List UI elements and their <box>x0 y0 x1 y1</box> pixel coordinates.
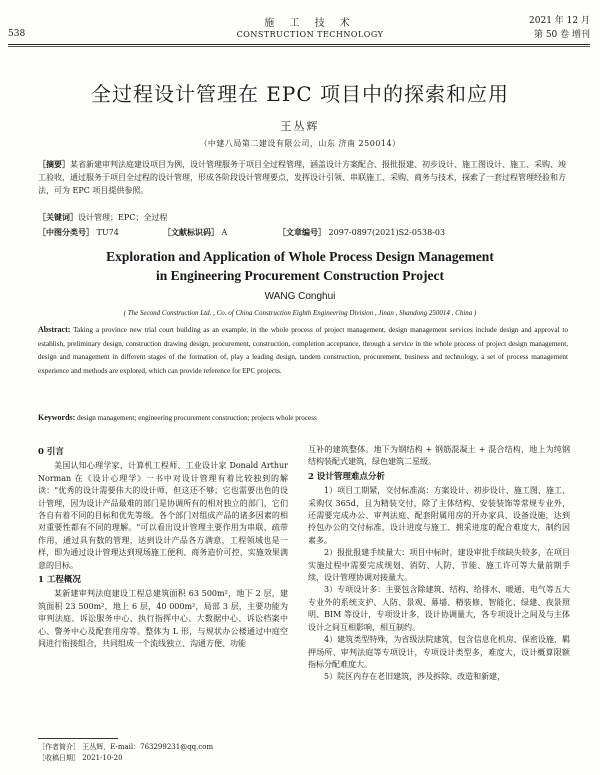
clc-label: ［中图分类号］ <box>38 227 94 237</box>
issue-info <box>529 14 590 42</box>
author-en: WANG Conghui <box>264 291 336 302</box>
section-2-item-1: 1）项目工期紧，交付标准高：方案设计、初步设计、施工图、施工、采购仅 365d，且为精装交付，除了主体结构、安装装饰等常规专业外，还需要完成办公、审判法庭、配套附属用房的开办家具、设备设施，达到拎包办公的交付标准，设计进度与施工、拥采进度的配合难度大，制约因素多。 <box>308 486 570 545</box>
page-number: 538 <box>8 29 26 39</box>
footnote-received: ［收稿日期］ 2021-10-20 <box>38 754 123 762</box>
section-2-item-3: 3）专项设计多：主要包含除建筑、结构、给排水、暖通、电气等五大专业外的系统支护、人防、景观、幕墙、精装修、智能化、绿建、夜景照明、BIM 等设计，专项设计多，设计协调量大，各专项设计之间及与主体设计之间互相影响，相互制约。 <box>308 585 570 632</box>
title-en-line1: Exploration and Application of Whole Process Design Management <box>106 249 494 264</box>
doc-code-value: A <box>221 228 228 237</box>
title-en-line2: in Engineering Procurement Construction Project <box>156 268 444 283</box>
journal-header <box>200 14 420 39</box>
keywords-en <box>38 412 568 424</box>
body-left-column <box>38 444 288 651</box>
abstract-cn-label: ［摘要］ <box>38 159 70 169</box>
journal-name-cn: 施 工 技 术 <box>264 18 356 29</box>
section-2-heading: 2 设计管理难点分析 <box>308 471 385 482</box>
title-en <box>40 247 560 285</box>
article-no-value: 2097-0897(2021)S2-0538-03 <box>328 228 446 237</box>
affiliation-en: ( The Second Construction Ltd. , Co. of China Construction Eighth Engineering Division , Jinan , Shandong 250014 , China ) <box>123 309 477 317</box>
body-right-column <box>308 444 570 684</box>
footnote-rule <box>38 738 118 739</box>
doc-code-label: ［文献标识码］ <box>163 227 219 237</box>
section-0-paragraph: 美国认知心理学家、计算机工程师、工业设计家 Donald Arthur Norman 在《设计心理学》一书中对设计管理有着比较独到的解读："优秀的设计需要伟大的设计师，但这还不够；它也需要出色的设计管理，因为设计产品最难的部门是协调所有的相对独立的部门，它们各自有着不同的目标和优先等级。各个部门对组成产品的诸多因素的相对重要性都有不同的理解。"可以看出设计管理主要作用为串联、疏带作用，通过具有数的管理，达到设计产品各方满意，工程领域也是一样，即为通过设计管理达到现场施工便利、商务造价可控、实施效果满意的目标。 <box>38 461 288 570</box>
classification-row <box>38 226 568 239</box>
section-0-heading: 0 引言 <box>38 447 64 457</box>
section-2-item-2: 2）报批报建手续量大：项目中标时，建设审批手续缺失较多，在项目实施过程中需要完成规划、消防、人防、节能、施工许可等大量前期手续，设计管理协调对接量大。 <box>308 548 570 583</box>
article-no-field <box>278 226 445 239</box>
doc-code-field <box>163 226 227 239</box>
article-no-label: ［文章编号］ <box>278 227 326 237</box>
abstract-cn-text: 某省新建审判法庭建设项目为例，设计管理服务于项目全过程管理，涵盖设计方案配合、报批报建、初步设计、施工图设计、施工、采购、竣工验收，通过服务于项目全过程的设计管理，形成各阶段设计管理要点，发挥设计引领、串联施工、采购、商务与技术，探索了一套过程管理经验和方法，可为 EPC 项目提供参照。 <box>38 160 566 195</box>
affiliation-cn: （中建八局第二建设有限公司，山东 济南 250014） <box>199 139 401 148</box>
footnote <box>38 742 298 764</box>
section-1-continuation: 互补的建筑整体。地下为钢结构 + 钢筋混凝土 + 混合结构，地上为纯钢结构装配式建筑，绿色建筑二星级。 <box>308 445 570 467</box>
keywords-cn <box>38 211 568 224</box>
abstract-cn <box>38 158 568 197</box>
keywords-en-text: design management; engineering procurement construction; projects whole process <box>77 414 317 422</box>
title-cn: 全过程设计管理在 EPC 项目中的探索和应用 <box>90 82 510 106</box>
section-2-item-4: 4）建筑类型特殊，为省级法院建筑，包含信息化机房、保密设施、羁押场所、审判法庭等专项设计，专项设计类型多，难度大，设计概算限额指标分配难度大。 <box>308 635 570 669</box>
issue-date: 2021 年 12 月 <box>529 16 590 26</box>
header-rule-thin <box>8 46 590 47</box>
issue-volume: 第 50 卷 增刊 <box>533 30 590 40</box>
section-1-paragraph: 某新建审判法庭建设工程总建筑面积 63 500m²，地下 2 层，建筑面积 23 500m²，地上 6 层，40 000m²，局部 3 层，主要功能为审判法庭、诉讼服务中心、执行指挥中心、大数据中心、诉讼档案中心、警务中心及配套用房等。整体为 L 形，与规状办公楼通过中庭空间进行衔接组合，共同组成一个流线独立、沟通方便、功能 <box>38 589 288 649</box>
section-1-heading: 1 工程概况 <box>38 575 81 586</box>
clc-field <box>38 228 119 237</box>
clc-value: TU74 <box>96 228 119 237</box>
abstract-en <box>38 323 568 378</box>
header-rule <box>8 44 590 45</box>
keywords-cn-label: ［关键词］ <box>38 212 78 222</box>
keywords-en-label: Keywords: <box>38 413 76 422</box>
footnote-author-info: ［作者简介］ 王丛辉，E-mail：763299231@qq.com <box>38 743 214 751</box>
author-cn: 王丛辉 <box>280 120 320 133</box>
keywords-cn-text: 设计管理；EPC；全过程 <box>78 213 168 222</box>
section-2-item-5: 5）院区内存在老旧建筑，涉及拆除、改造和新建， <box>324 672 506 682</box>
abstract-en-text: Taking a province new trial court building as an example, in the whole process of project management, design management services include design and approval to establish, preliminary design, construction drawing design, procurement, construction, completion acceptance, through a service in the whole process of project design management, design and management in different stages of the formation of, play a leading design, tandem construction, procurement, business and technology, a set of process management experience and methods are explored, which can provide reference for EPC projects. <box>38 326 568 375</box>
journal-name-en: CONSTRUCTION TECHNOLOGY <box>236 30 384 39</box>
abstract-en-label: Abstract: <box>38 325 71 334</box>
